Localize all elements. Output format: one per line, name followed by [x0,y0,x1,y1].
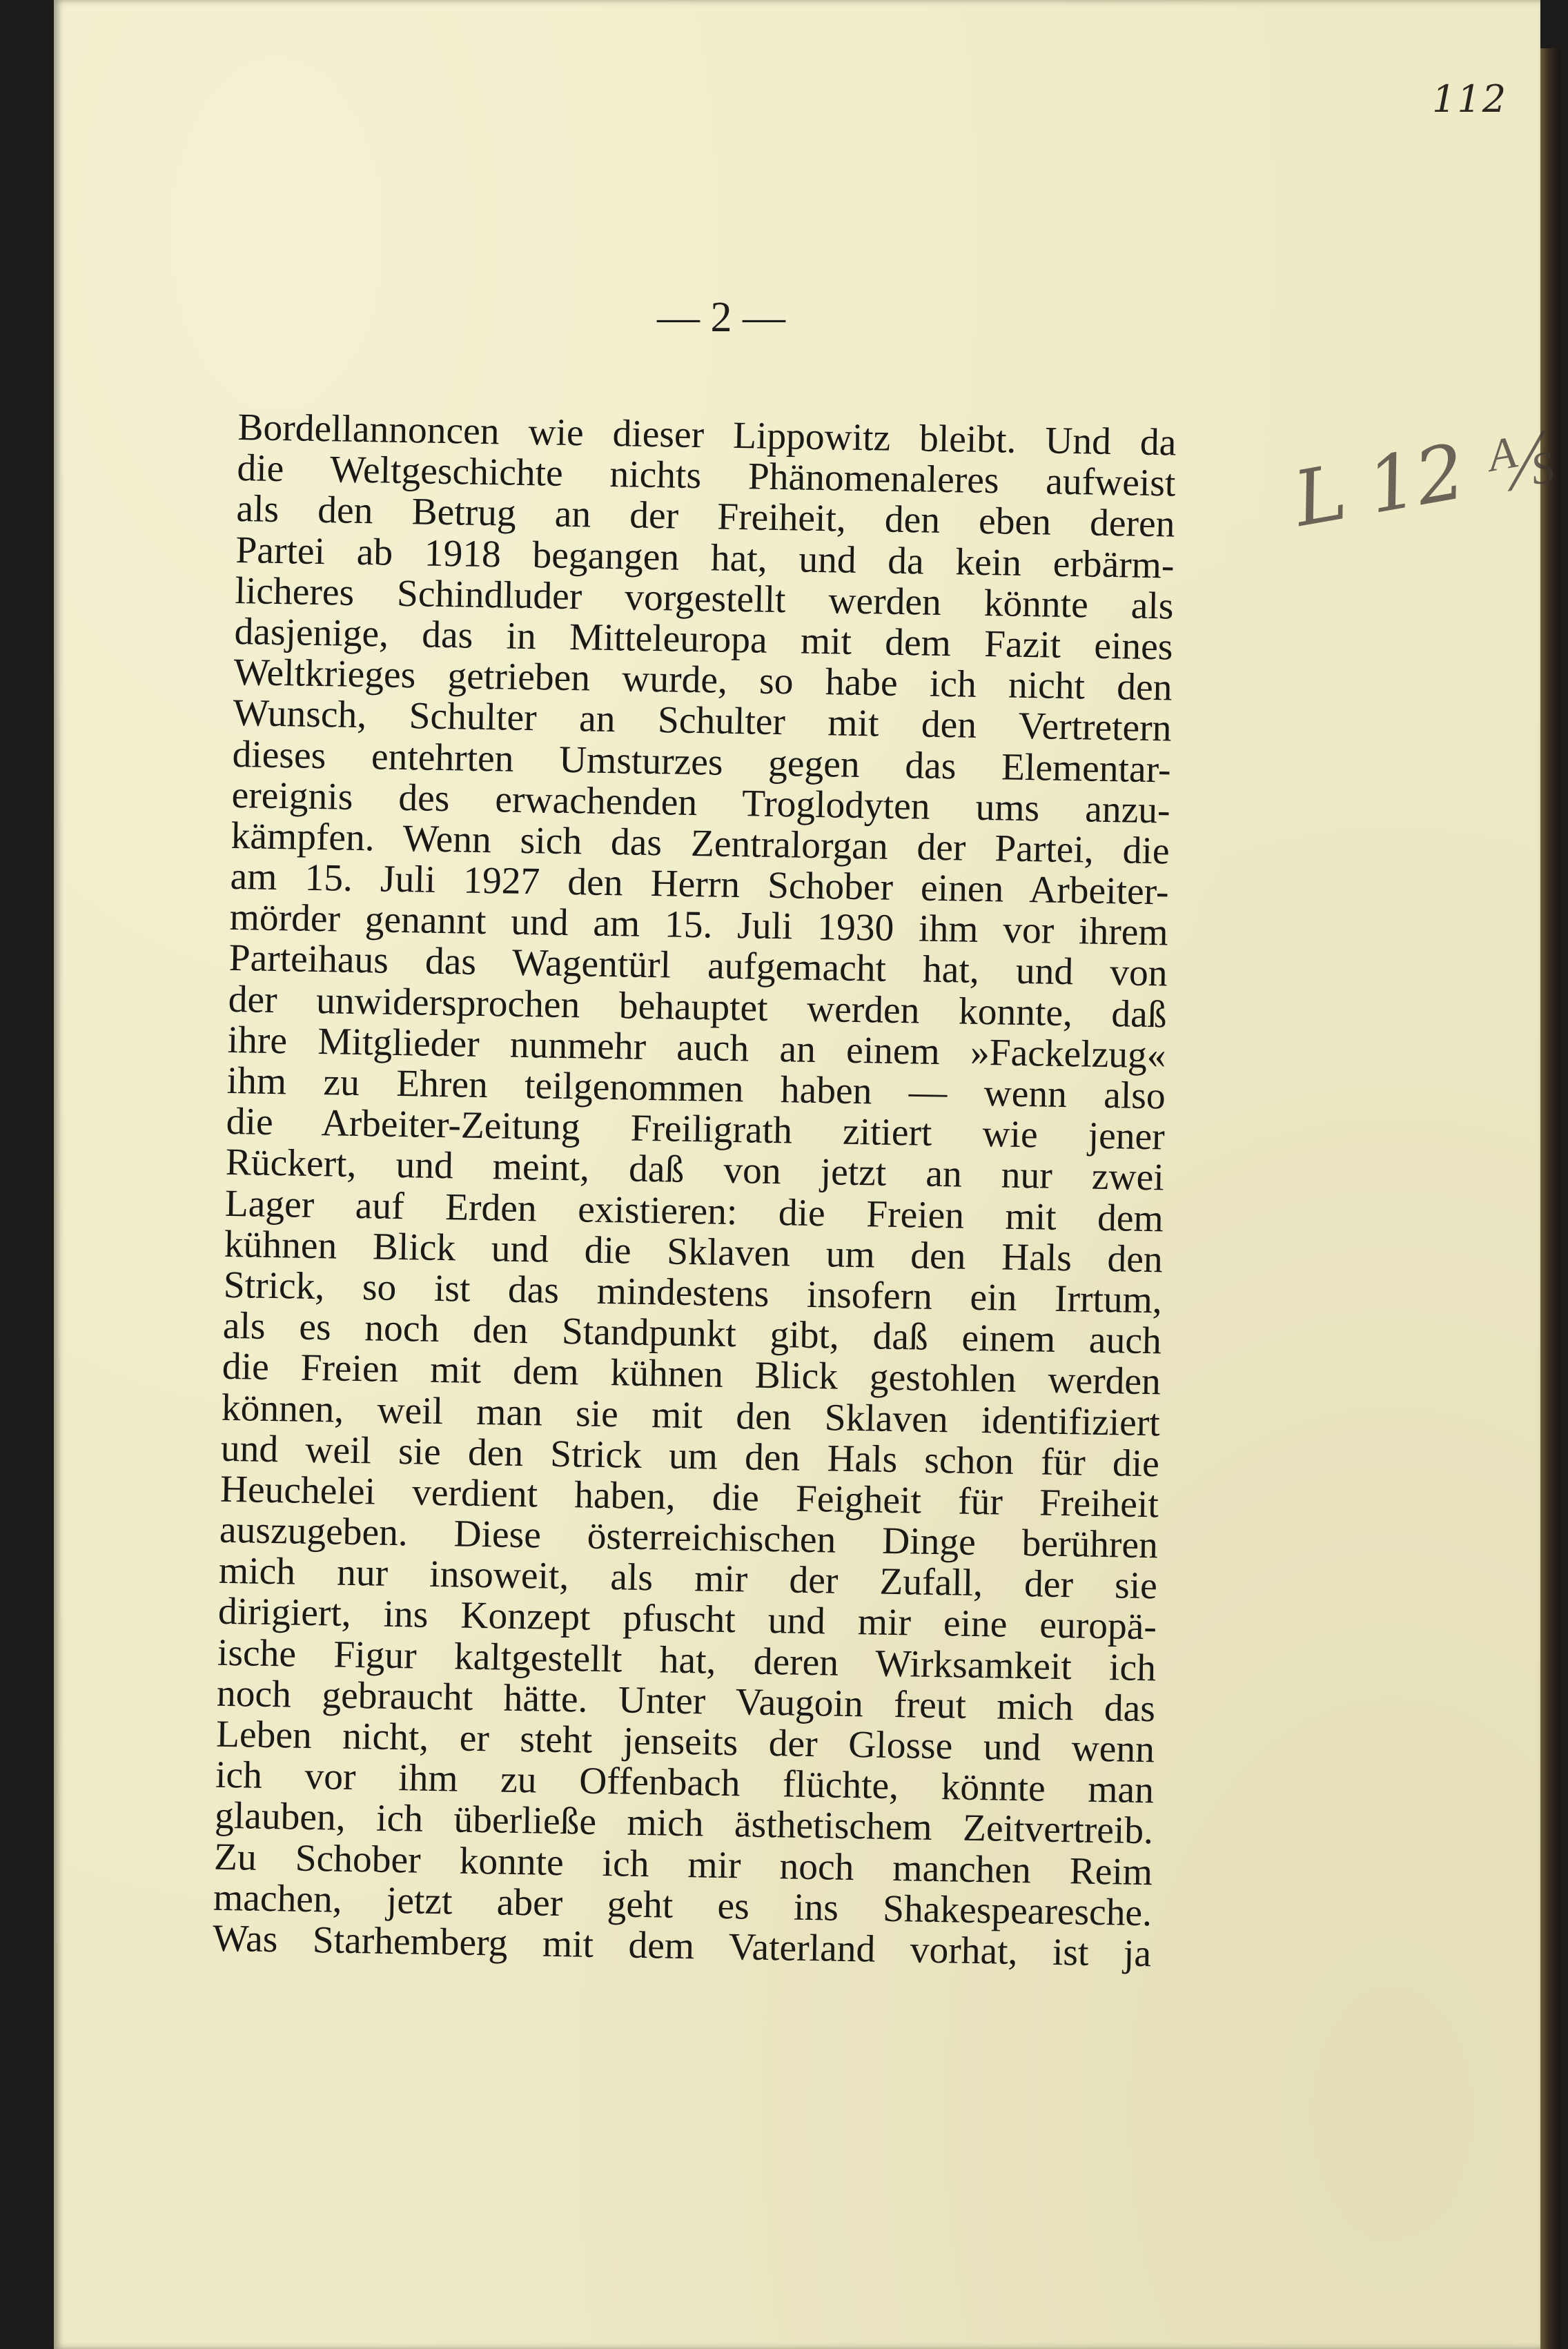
text-line: ereignis des erwachenden Troglodyten ums anzu- [231,774,1170,832]
text-line: die Weltgeschichte nichts Phänomenaleres aufweist [237,447,1176,505]
text-line: die Freien mit dem kühnen Blick gestohlen werden [222,1346,1162,1404]
text-line: machen, jetzt aber geht es ins Shakespearesche. [213,1876,1153,1934]
text-line: Strick, so ist das mindestens insofern ein Irrtum, [223,1264,1163,1322]
text-line: Rückert, und meint, daß von jetzt an nur zwei [225,1141,1165,1199]
text-line: Leben nicht, er steht jenseits der Glosse und wenn [215,1713,1155,1771]
text-line: der unwidersprochen behauptet werden konnte, daß [228,978,1168,1036]
text-line: Was Starhemberg mit dem Vaterland vorhat, ist ja [212,1917,1152,1976]
text-line: können, weil man sie mit den Sklaven identifiziert [221,1386,1161,1444]
text-line: mich nur insoweit, als mir der Zufall, der sie [218,1550,1158,1608]
text-line: als den Betrug an der Freiheit, den eben deren [236,488,1175,546]
text-line: Bordellannoncen wie dieser Lippowitz bleibt. Und da [237,406,1177,464]
text-line: ische Figur kaltgestellt hat, deren Wirksamkeit ich [217,1631,1157,1689]
text-line: Heuchelei verdient haben, die Feigheit für Freiheit [219,1468,1159,1526]
text-line: dirigiert, ins Konzept pfuscht und mir eine europä- [217,1591,1157,1649]
text-line: mörder genannt und am 15. Juli 1930 ihm vor ihrem [229,896,1169,954]
text-line: kühnen Blick und die Sklaven um den Hals den [224,1223,1164,1281]
text-line: dieses entehrten Umsturzes gegen das Elementar- [232,733,1171,791]
text-line: glauben, ich überließe mich ästhetischem Zeitvertreib. [214,1795,1154,1853]
text-line: kämpfen. Wenn sich das Zentralorgan der Partei, die [231,814,1170,873]
page-edge-shadow [1540,48,1560,2349]
text-line: auszugeben. Diese österreichischen Dinge berühren [219,1508,1159,1567]
folio-number: 112 [1432,77,1508,121]
text-line: noch gebraucht hätte. Unter Vaugoin freut mich das [216,1672,1156,1731]
text-line: ihre Mitglieder nunmehr auch an einem »Fackelzug« [227,1019,1167,1077]
text-line: ich vor ihm zu Offenbach flüchte, könnte man [215,1753,1155,1812]
text-line: die Arbeiter-Zeitung Freiligrath zitiert wie jener [226,1101,1166,1159]
text-line: ihm zu Ehren teilgenommen haben — wenn also [226,1059,1166,1118]
text-line: Wunsch, Schulter an Schulter mit den Vertretern [233,692,1172,750]
text-line: Lager auf Erden existieren: die Freien mit dem [224,1182,1164,1240]
text-line: und weil sie den Strick um den Hals schon für die [220,1427,1160,1486]
margin-annotation-text: L 12 ⅍ [1287,411,1562,544]
text-line: dasjenige, das in Mitteleuropa mit dem Fazit eines [234,610,1173,669]
text-line: Parteihaus das Wagentürl aufgemacht hat, und von [228,937,1168,995]
text-line: Zu Schober konnte ich mir noch manchen Reim [213,1836,1153,1894]
text-line: licheres Schindluder vorgestellt werden könnte als [235,569,1174,628]
text-line: als es noch den Standpunkt gibt, daß einem auch [222,1304,1162,1363]
text-line: am 15. Juli 1927 den Herrn Schober einen Arbeiter- [230,855,1170,914]
body-text [213,407,1177,1974]
text-line: Weltkrieges getrieben wurde, so habe ich nicht den [233,651,1173,709]
text-line: Partei ab 1918 begangen hat, und da kein erbärm- [235,529,1175,587]
page-number: — 2 — [657,294,785,341]
margin-annotation [1280,411,1562,544]
